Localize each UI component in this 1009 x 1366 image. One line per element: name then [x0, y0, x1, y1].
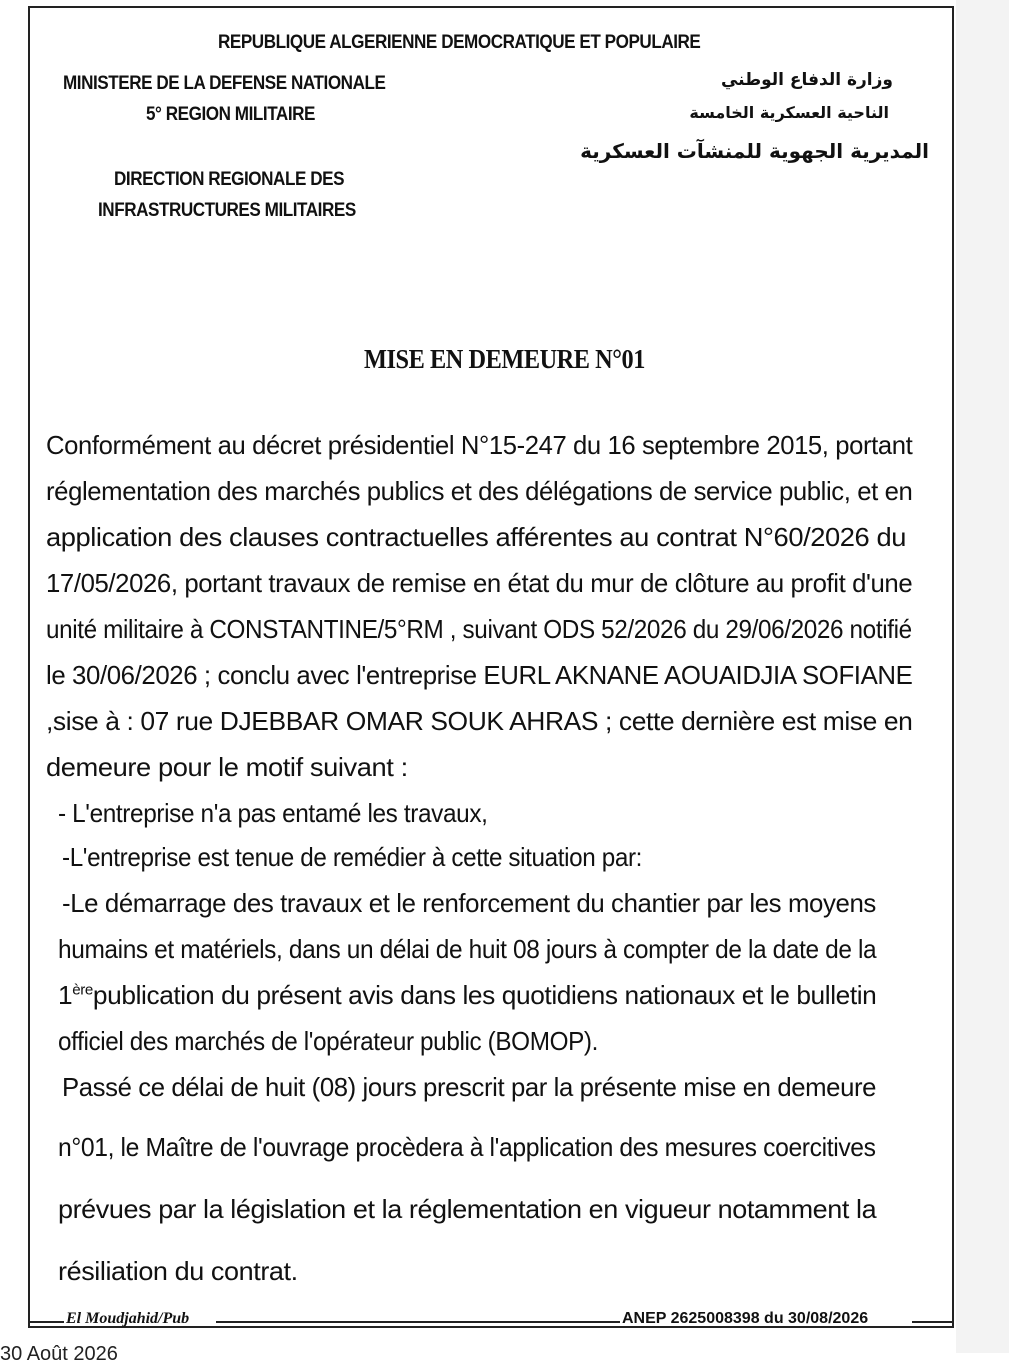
body-line-8: demeure pour le motif suivant : — [46, 752, 408, 782]
footer-anep-reference: ANEP 2625008398 du 30/08/2026 — [622, 1310, 869, 1327]
body-line-16: n°01, le Maître de l'ouvrage procèdera à l'application des mesures coercitives — [58, 1132, 876, 1162]
body-line-1: Conformément au décret présidentiel N°15-247 du 16 septembre 2015, portant — [46, 430, 913, 460]
body-line-7: ,sise à : 07 rue DJEBBAR OMAR SOUK AHRAS ; cette dernière est mise en — [46, 706, 913, 736]
body-line-6: le 30/06/2026 ; conclu avec l'entreprise EURL AKNANE AOUAIDJIA SOFIANE — [46, 660, 913, 690]
body-line-12: humains et matériels, dans un délai de huit 08 jours à compter de la date de la — [58, 934, 877, 964]
arabic-direction: المديرية الجهوية للمنشآت العسكرية — [580, 139, 929, 163]
bottom-cut-date: 30 Août 2026 — [0, 1343, 118, 1365]
body-line-2: réglementation des marchés publics et des délégations de service public, et en — [46, 476, 913, 506]
ordinal-first: 1èrepublication du présent avis dans les quotidiens nationaux et le bulletin — [58, 980, 877, 1010]
body-line-10: -L'entreprise est tenue de remédier à cette situation par: — [62, 842, 643, 872]
direction-heading-line1: DIRECTION REGIONALE DES — [114, 169, 345, 190]
ministry-heading: MINISTERE DE LA DEFENSE NATIONALE — [63, 73, 386, 94]
body-line-9: - L'entreprise n'a pas entamé les travaux, — [58, 798, 488, 828]
footer-publication: El Moudjahid/Pub — [66, 1310, 190, 1327]
body-line-4: 17/05/2026, portant travaux de remise en état du mur de clôture au profit d'une — [46, 568, 913, 598]
notice-title: MISE EN DEMEURE N°01 — [364, 344, 645, 374]
body-line-5: unité militaire à CONSTANTINE/5°RM , suivant ODS 52/2026 du 29/06/2026 notifié — [46, 614, 912, 644]
footer-rule-middle — [216, 1321, 620, 1323]
body-line-3: application des clauses contractuelles afférentes au contrat N°60/2026 du — [46, 522, 906, 552]
body-line-17: prévues par la législation et la réglementation en vigueur notamment la — [58, 1194, 877, 1224]
republic-heading: REPUBLIQUE ALGERIENNE DEMOCRATIQUE ET POPULAIRE — [218, 32, 701, 53]
body-line-18: résiliation du contrat. — [58, 1256, 298, 1286]
arabic-ministry: وزارة الدفاع الوطني — [720, 70, 893, 90]
body-line-15: Passé ce délai de huit (08) jours prescrit par la présente mise en demeure — [62, 1072, 877, 1102]
footer-rule-right — [912, 1321, 954, 1323]
arabic-region: الناحية العسكرية الخامسة — [689, 103, 889, 122]
footer — [0, 1310, 1009, 1340]
body-line-14: officiel des marchés de l'opérateur public (BOMOP). — [58, 1026, 599, 1056]
body-line-11: -Le démarrage des travaux et le renforcement du chantier par les moyens — [62, 888, 876, 918]
footer-rule-left — [28, 1321, 64, 1323]
page-edge — [956, 0, 1009, 1353]
body-line-13 — [58, 980, 876, 1011]
direction-heading-line2: INFRASTRUCTURES MILITAIRES — [98, 200, 356, 221]
region-heading: 5° REGION MILITAIRE — [146, 104, 315, 125]
